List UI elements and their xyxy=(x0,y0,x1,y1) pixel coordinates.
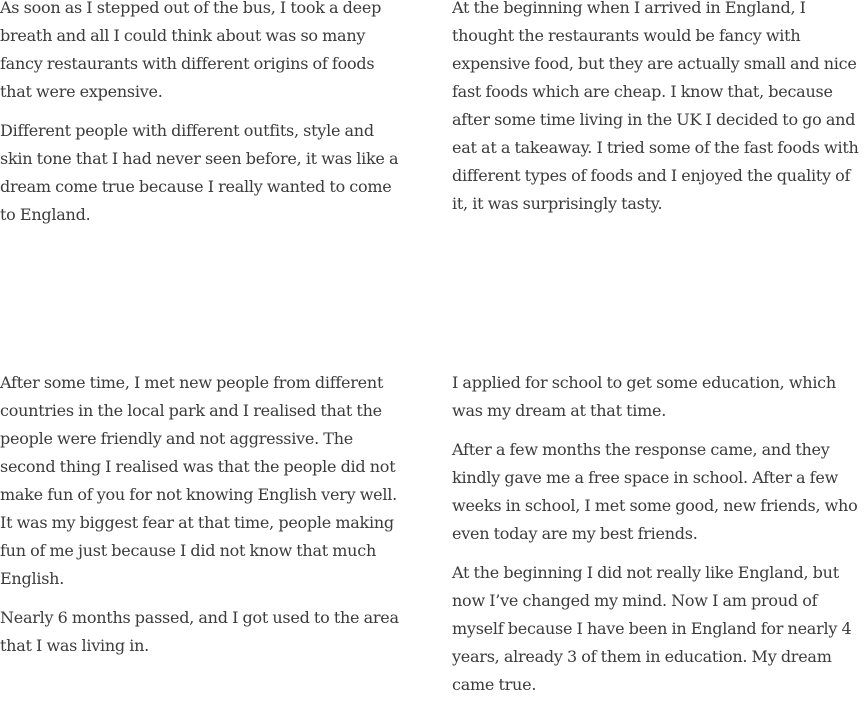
paragraph: After some time, I met new people from different countries in the local park and I realised that the people were friendly and not aggressive. The second thing I realised was that the people did not make fun of you for not knowing English very well. It was my biggest fear at that time, people making fun of me just because I did not know that much English. xyxy=(0,373,397,588)
paragraph: Different people with different outfits, style and skin tone that I had never seen before, it was like a dream come true because I really wanted to come to England. xyxy=(0,121,399,224)
paragraph: Nearly 6 months passed, and I got used to the area that I was living in. xyxy=(0,608,399,655)
text-block-top-left xyxy=(0,0,402,240)
paragraph: After a few months the response came, and they kindly gave me a free space in school. After a few weeks in school, I met some good, new friends, who even today are my best friends. xyxy=(452,440,858,543)
text-block-bottom-left xyxy=(0,369,402,671)
text-block-top-right xyxy=(452,0,866,229)
paragraph: At the beginning when I arrived in England, I thought the restaurants would be fancy with expensive food, but they are actually small and nice fast foods which are cheap. I know that, because after some time living in the UK I decided to go and eat at a takeaway. I tried some of the fast foods with different types of foods and I enjoyed the quality of it, it was surprisingly tasty. xyxy=(452,0,859,213)
text-block-bottom-right xyxy=(452,369,866,710)
paragraph: As soon as I stepped out of the bus, I took a deep breath and all I could think about was so many fancy restaurants with different origins of foods that were expensive. xyxy=(0,0,382,101)
paragraph: At the beginning I did not really like England, but now I’ve changed my mind. Now I am proud of myself because I have been in England for nearly 4 years, already 3 of them in education. My dream came true. xyxy=(452,563,852,694)
paragraph: I applied for school to get some education, which was my dream at that time. xyxy=(452,373,836,420)
